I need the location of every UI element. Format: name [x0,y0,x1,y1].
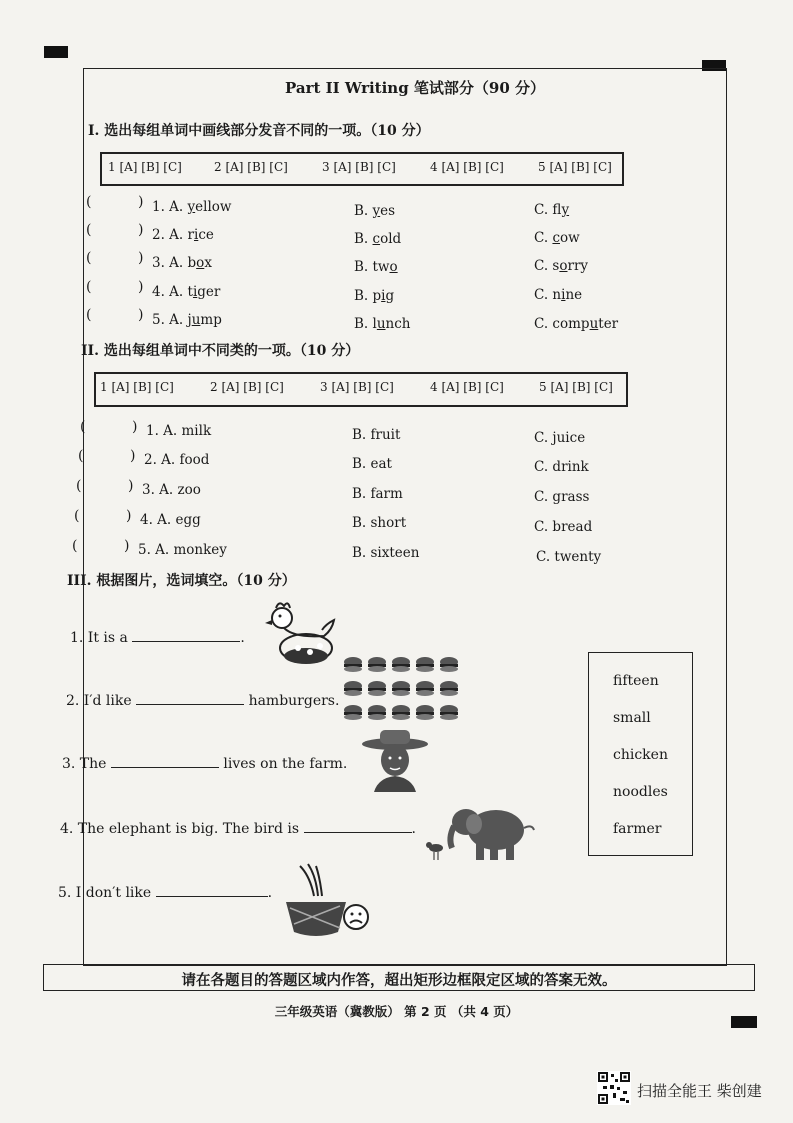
word-bank-item: farmer [613,821,662,837]
hamburgers-icon [343,654,467,724]
answer-blank[interactable] [111,766,219,768]
answer-bubble-group[interactable]: 2 [A] [B] [C] [210,380,284,394]
answer-paren-close[interactable]: ) [138,222,144,238]
option-b: B. sixteen [352,545,420,561]
option-a: 1. A. milk [146,423,212,439]
word-bank-item: fifteen [613,673,659,689]
answer-paren-open[interactable]: ( [72,538,78,554]
option-c: C. bread [534,519,593,535]
chicken-icon [262,598,342,670]
option-a: 4. A. tiger [152,284,221,300]
answer-bubble-group[interactable]: 1 [A] [B] [C] [100,380,174,394]
answer-bubble-group[interactable]: 2 [A] [B] [C] [214,160,288,174]
option-b: B. cold [354,231,402,247]
qr-code-icon [597,1071,631,1105]
answer-bubble-group[interactable]: 5 [A] [B] [C] [539,380,613,394]
answer-bubble-group[interactable]: 3 [A] [B] [C] [320,380,394,394]
answer-paren-open[interactable]: ( [86,279,92,295]
option-c: C. nine [534,287,583,303]
scanner-watermark: 扫描全能王 柴创建 [637,1082,762,1100]
option-c: C. grass [534,489,590,505]
option-b: B. two [354,259,398,275]
answer-paren-close[interactable]: ) [138,194,144,210]
section-1-heading: I. 选出每组单词中画线部分发音不同的一项。（10 分） [88,123,430,139]
answer-paren-open[interactable]: ( [74,508,80,524]
answer-paren-open[interactable]: ( [86,222,92,238]
section-1-answer-sheet [100,152,624,186]
answer-blank[interactable] [304,831,412,833]
word-bank-item: small [613,710,651,726]
option-b: B. farm [352,486,403,502]
option-c: C. twenty [536,549,602,565]
option-b: B. pig [354,288,395,304]
answer-paren-close[interactable]: ) [132,419,138,435]
option-c: C. cow [534,230,580,246]
answer-paren-open[interactable]: ( [86,307,92,323]
answer-bubble-group[interactable]: 4 [A] [B] [C] [430,380,504,394]
answer-blank[interactable] [136,703,244,705]
word-bank [588,652,693,856]
word-bank-item: noodles [613,784,668,800]
footer-notice: 请在各题目的答题区域内作答，超出矩形边框限定区域的答案无效。 [181,973,617,989]
section-2-answer-sheet [94,372,628,407]
registration-mark-top-left [44,46,68,58]
answer-paren-close[interactable]: ) [128,478,134,494]
option-a: 2. A. food [144,452,210,468]
part-title: Part II Writing 笔试部分（90 分） [285,79,546,97]
option-b: B. eat [352,456,392,472]
option-a: 4. A. egg [140,512,201,528]
option-b: B. lunch [354,316,411,332]
fill-question-2: 2. I′d like hamburgers. [66,693,340,709]
option-c: C. computer [534,316,619,332]
answer-paren-open[interactable]: ( [86,194,92,210]
answer-bubble-group[interactable]: 1 [A] [B] [C] [108,160,182,174]
answer-paren-close[interactable]: ) [130,448,136,464]
fill-question-4: 4. The elephant is big. The bird is . [60,821,416,837]
footer-notice-box [43,964,755,991]
fill-question-5: 5. I don′t like . [58,885,273,901]
answer-paren-close[interactable]: ) [138,250,144,266]
noodles-icon [284,862,348,940]
option-c: C. juice [534,430,586,446]
option-a: 1. A. yellow [152,199,232,215]
section-2-heading: II. 选出每组单词中不同类的一项。（10 分） [81,343,360,359]
option-c: C. fly [534,202,570,218]
option-b: B. short [352,515,407,531]
option-a: 3. A. box [152,255,212,271]
answer-paren-close[interactable]: ) [124,538,130,554]
fill-question-3: 3. The lives on the farm. [62,756,348,772]
option-b: B. yes [354,203,396,219]
answer-paren-open[interactable]: ( [86,250,92,266]
answer-bubble-group[interactable]: 4 [A] [B] [C] [430,160,504,174]
answer-paren-close[interactable]: ) [138,279,144,295]
elephant-and-bird-icon [424,796,540,866]
answer-paren-close[interactable]: ) [126,508,132,524]
answer-blank[interactable] [132,640,240,642]
sad-face-icon [342,903,370,931]
section-3-heading: III. 根据图片，选词填空。（10 分） [67,573,296,589]
word-bank-item: chicken [613,747,668,763]
fill-question-1: 1. It is a . [70,630,245,646]
option-c: C. sorry [534,258,589,274]
option-a: 3. A. zoo [142,482,201,498]
answer-bubble-group[interactable]: 3 [A] [B] [C] [322,160,396,174]
option-a: 2. A. rice [152,227,214,243]
option-a: 5. A. monkey [138,542,227,558]
option-b: B. fruit [352,427,401,443]
answer-paren-open[interactable]: ( [76,478,82,494]
answer-bubble-group[interactable]: 5 [A] [B] [C] [538,160,612,174]
option-a: 5. A. jump [152,312,222,328]
farmer-icon [360,728,430,794]
page-info: 三年级英语（冀教版） 第 2 页 （共 4 页） [274,1004,519,1019]
option-c: C. drink [534,459,589,475]
answer-paren-open[interactable]: ( [78,448,84,464]
answer-paren-open[interactable]: ( [80,419,86,435]
answer-paren-close[interactable]: ) [138,307,144,323]
answer-blank[interactable] [156,895,268,897]
